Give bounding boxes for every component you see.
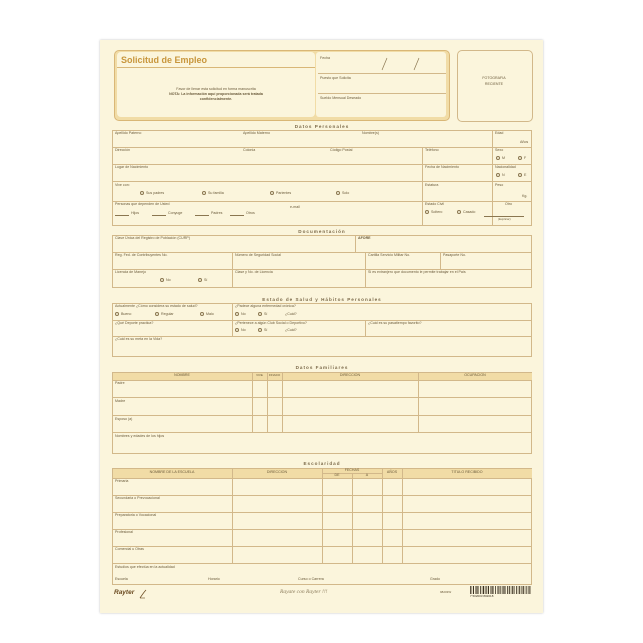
salud-q3: ¿Qué Deporte practica?: [115, 321, 154, 325]
salud-regular-label: Regular: [161, 312, 174, 316]
salud-q4: ¿Pertenece a algún Club Social o Deportivo?: [235, 321, 307, 325]
sexo-m-label: M: [502, 156, 505, 160]
fam-col-vive: VIVE: [256, 373, 263, 377]
cronica-si-radio[interactable]: [258, 312, 262, 316]
club-no-radio[interactable]: [235, 328, 239, 332]
product-code: 98203W: [440, 590, 452, 594]
salud-q5: ¿Cuál es su pasatiempo favorito?: [368, 321, 422, 325]
licencia-si-label: Sí: [204, 278, 208, 282]
peso-label: Peso: [495, 183, 504, 187]
form-sheet: [100, 40, 543, 613]
cronica-si-label: Sí: [264, 312, 268, 316]
nombres-label: Nombre(s): [362, 131, 379, 135]
esc-col-fechas: FECHAS: [344, 467, 360, 472]
direccion-label: Dirección: [115, 148, 130, 152]
fam-row-esposo: Esposo (a): [115, 417, 133, 421]
esc-vline-2: [322, 468, 323, 563]
fam-vline-2: [267, 372, 268, 432]
telefono-label: Teléfono: [425, 148, 439, 152]
esc-grado-label: Grado: [430, 577, 440, 581]
dep-padres-line: [195, 215, 209, 216]
salud-malo-label: Malo: [206, 312, 214, 316]
salud-vline-2: [365, 320, 366, 336]
nac-e-radio[interactable]: [518, 173, 522, 177]
vive-padres-label: Sus padres: [146, 191, 165, 195]
civil-casado-radio[interactable]: [457, 210, 461, 214]
salud-q6: ¿Cuál es su meta en la Vida?: [115, 337, 163, 341]
esc-escuela-label: Escuela: [115, 577, 128, 581]
cronica-no-radio[interactable]: [235, 312, 239, 316]
cp-label: Código Postal: [330, 148, 353, 152]
esc-col-titulo: TITULO RECIBIDO: [451, 470, 483, 474]
fecha-slashes: [330, 53, 440, 73]
fam-vline-1: [252, 372, 253, 432]
pers-hline-4: [112, 201, 532, 202]
esc-row-profesional: Profesional: [115, 530, 133, 534]
club-cual-label: ¿Cuál?: [285, 328, 297, 332]
sexo-f-radio[interactable]: [518, 156, 522, 160]
fam-row-padre: Padre: [115, 381, 125, 385]
vive-solo-radio[interactable]: [336, 191, 340, 195]
estado-civil-label: Estado Civil: [425, 202, 444, 206]
section-salud: Estado de Salud y Hábitos Personales: [262, 297, 382, 302]
fam-hline-1: [112, 397, 532, 398]
fecha-label: Fecha: [320, 56, 330, 60]
salud-vline-1: [232, 303, 233, 336]
pasaporte-label: Pasaporte No.: [443, 253, 466, 257]
imss-label: Número de Seguridad Social: [235, 253, 281, 257]
kg-label: Kg.: [522, 194, 528, 198]
vive-solo-label: Solo: [342, 191, 350, 195]
brand-swoosh-icon: [138, 586, 148, 604]
cronica-no-label: No: [241, 312, 246, 316]
section-escolaridad: Escolaridad: [303, 461, 341, 466]
estatura-label: Estatura: [425, 183, 439, 187]
section-datos-personales: Datos Personales: [294, 124, 350, 129]
esc-curso-label: Curso o Carrera: [298, 577, 324, 581]
familiares-box: [112, 372, 532, 454]
lugar-nac-label: Lugar de Nacimiento: [115, 165, 149, 169]
doc-vline-2: [365, 252, 366, 288]
barcode: [470, 586, 532, 594]
fam-vline-4: [418, 372, 419, 432]
doc-hline-2: [112, 269, 532, 270]
doc-vline-1: [232, 252, 233, 288]
fecha-underline: [318, 73, 446, 74]
esc-col-a: A: [365, 473, 369, 477]
dep-otros-line: [230, 215, 244, 216]
salud-q1: Actualmente ¿Cómo considera su estado de salud?: [115, 304, 198, 308]
anos-label: Años: [520, 140, 529, 144]
section-documentacion: Documentación: [298, 229, 346, 234]
pers-vline-civil: [422, 201, 423, 226]
esc-row-primaria: Primaria: [115, 479, 129, 483]
sexo-label: Sexo: [495, 148, 504, 152]
salud-hline-1: [112, 320, 532, 321]
fam-col-nombre: NOMBRE: [174, 373, 190, 377]
pers-hline-1: [112, 147, 532, 148]
title-underline: [117, 67, 315, 68]
slogan: Rayate con Rayter !!!: [280, 589, 328, 595]
esc-col-de: DE: [334, 473, 340, 477]
salud-malo-radio[interactable]: [200, 312, 204, 316]
cronica-cual-label: ¿Cuál?: [285, 312, 297, 316]
form-title: Solicitud de Empleo: [121, 55, 208, 65]
dep-conyuge-line: [152, 215, 166, 216]
salud-hline-2: [112, 336, 532, 337]
extranjero-label: Si es extranjero que documento le permite trabajar en el País: [368, 270, 466, 274]
fam-hline-3: [112, 432, 532, 433]
dep-otros-label: Otros: [246, 211, 255, 215]
esc-hline-5: [112, 563, 532, 564]
fam-vline-3: [282, 372, 283, 432]
clase-licencia-label: Clase y No. de Licencia: [235, 270, 273, 274]
section-familiares: Datos Familiares: [295, 365, 349, 370]
puesto-underline: [318, 93, 446, 94]
vive-parientes-radio[interactable]: [270, 191, 274, 195]
barcode-number: 7 502003 802018: [470, 594, 494, 598]
pers-hline-2: [112, 164, 532, 165]
esc-vline-1: [232, 468, 233, 563]
esc-actual-label: Estudios que efectúa en la actualidad: [115, 565, 175, 569]
nac-n-label: N: [502, 173, 505, 177]
sexo-f-label: F: [524, 156, 527, 160]
note-line-1: Favor de llenar esta solicitud en forma manuscrita: [176, 87, 256, 91]
cartilla-label: Cartilla Servicio Militar No.: [368, 253, 411, 257]
sexo-m-radio[interactable]: [496, 156, 500, 160]
colonia-label: Colonia: [243, 148, 256, 152]
fam-col-ocupacion: OCUPACION: [464, 373, 486, 377]
vive-parientes-label: Parientes: [276, 191, 292, 195]
edad-label: Edad: [495, 131, 504, 135]
vive-con-label: Vive con:: [115, 183, 130, 187]
licencia-no-radio[interactable]: [160, 278, 164, 282]
dep-conyuge-label: Conyuge: [168, 211, 183, 215]
apellido-materno-label: Apellido Materno: [243, 131, 270, 135]
salud-bueno-radio[interactable]: [115, 312, 119, 316]
esc-row-secundaria: Secundaria o Prevocacional: [115, 496, 160, 500]
fam-hijos-label: Nombres y edades de los hijos: [115, 434, 165, 438]
vive-familia-label: Su familia: [208, 191, 224, 195]
club-no-label: No: [241, 328, 246, 332]
rfc-label: Reg. Fed. de Contribuyentes No.: [115, 253, 168, 257]
pers-vline-edad: [492, 130, 493, 226]
civil-otro-note: (Explicar): [498, 217, 511, 221]
dep-hijos-label: Hijos: [131, 211, 139, 215]
esc-row-preparatoria: Preparatoria o Vocacional: [115, 513, 157, 517]
club-si-radio[interactable]: [258, 328, 262, 332]
salud-bueno-label: Bueno: [121, 312, 132, 316]
vive-padres-radio[interactable]: [140, 191, 144, 195]
licencia-si-radio[interactable]: [198, 278, 202, 282]
esc-col-anos: AÑOS: [386, 470, 398, 474]
fecha-nac-label: Fecha de Nacimiento: [425, 165, 459, 169]
dependen-label: Personas que dependen de Usted: [115, 202, 170, 206]
salud-box: [112, 303, 532, 357]
fam-row-madre: Madre: [115, 399, 126, 403]
salud-regular-radio[interactable]: [155, 312, 159, 316]
brand-logo: Rayter: [114, 589, 135, 596]
sueldo-label: Sueldo Mensual Deseado: [320, 96, 362, 100]
esc-horario-label: Horario: [208, 577, 220, 581]
documentacion-box: [112, 235, 532, 288]
licencia-label: Licencia de Manejo: [115, 270, 146, 274]
photo-label-1: FOTOGRAFIA: [482, 76, 506, 80]
pers-hline-3: [112, 181, 532, 182]
civil-soltero-radio[interactable]: [425, 210, 429, 214]
photo-label-2: RECIENTE: [484, 82, 504, 86]
civil-otro-label: Otro: [505, 202, 512, 206]
apellido-paterno-label: Apellido Paterno: [115, 131, 142, 135]
doc-hline-1: [112, 252, 532, 253]
esc-col-direccion: DIRECCION: [266, 470, 288, 474]
fam-col-finado: FINADO: [268, 373, 281, 377]
esc-vline-4: [382, 468, 383, 563]
pers-vline-tel: [422, 147, 423, 201]
vive-familia-radio[interactable]: [202, 191, 206, 195]
civil-casado-label: Casado: [463, 210, 476, 214]
esc-vline-5: [402, 468, 403, 563]
nac-n-radio[interactable]: [496, 173, 500, 177]
fam-col-direccion: DIRECCION: [339, 373, 361, 377]
club-si-label: Sí: [264, 328, 268, 332]
fam-hline-h: [112, 380, 532, 381]
doc-vline-afore: [355, 235, 356, 252]
esc-col-nombre: NOMBRE DE LA ESCUELA: [149, 470, 195, 474]
nacionalidad-label: Nacionalidad: [495, 165, 516, 169]
esc-vline-3: [352, 473, 353, 563]
fam-hline-2: [112, 415, 532, 416]
note-line-2: NOTA: La información aquí proporcionada será tratada: [169, 92, 263, 96]
licencia-no-label: No: [166, 278, 171, 282]
civil-soltero-label: Soltero: [431, 210, 443, 214]
afore-label: AFORE: [358, 236, 371, 240]
salud-q2: ¿Padece alguna enfermedad crónica?: [235, 304, 296, 308]
dep-hijos-line: [115, 215, 129, 216]
nac-e-label: E: [524, 173, 527, 177]
puesto-label: Puesto que Solicita: [320, 76, 351, 80]
doc-vline-3: [440, 252, 441, 269]
note-line-3: confidencialmente.: [199, 97, 233, 101]
esc-row-comercial: Comercial u Otras: [115, 547, 144, 551]
email-label: e-mail: [290, 205, 300, 209]
dep-padres-label: Padres: [211, 211, 223, 215]
curp-label: Clave Única del Registro de Población (CURP): [115, 236, 190, 240]
